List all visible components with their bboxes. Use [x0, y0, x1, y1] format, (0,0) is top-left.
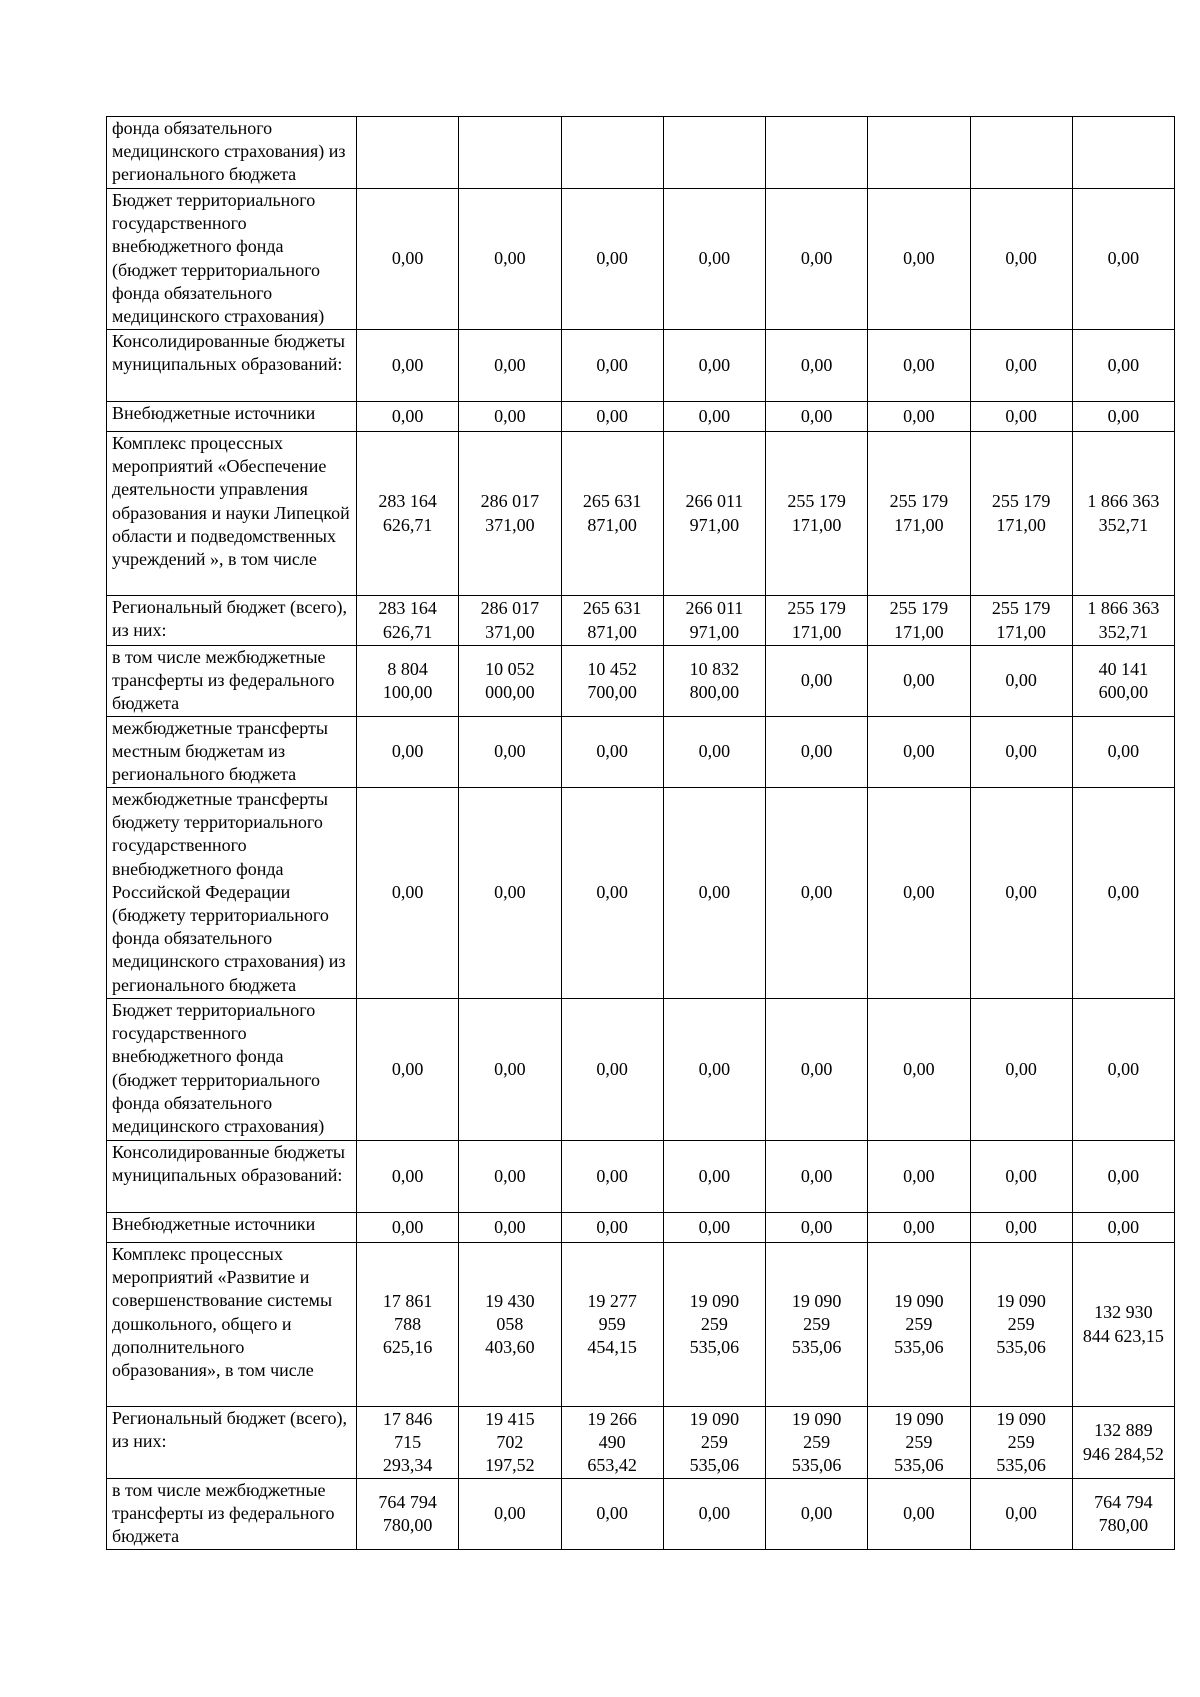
cell-value: 0,00 — [357, 330, 459, 402]
cell-value: 0,00 — [561, 402, 663, 432]
cell-value: 0,00 — [357, 999, 459, 1141]
cell-value: 0,00 — [970, 1141, 1072, 1213]
cell-value: 0,00 — [868, 1213, 970, 1243]
cell-total: 132 889 946 284,52 — [1072, 1407, 1174, 1479]
cell-value: 17 861 788 625,16 — [357, 1243, 459, 1407]
cell-value: 0,00 — [766, 1479, 868, 1550]
cell-value: 0,00 — [663, 330, 765, 402]
cell-value: 0,00 — [766, 999, 868, 1141]
cell-total: 1 866 363 352,71 — [1072, 596, 1174, 646]
cell-value: 0,00 — [561, 1213, 663, 1243]
cell-total: 132 930 844 623,15 — [1072, 1243, 1174, 1407]
cell-value: 0,00 — [766, 717, 868, 788]
budget-table-body — [107, 117, 1175, 1550]
cell-value: 0,00 — [663, 788, 765, 999]
cell-value: 8 804 100,00 — [357, 646, 459, 717]
cell-value: 255 179 171,00 — [766, 432, 868, 596]
cell-value: 19 266 490 653,42 — [561, 1407, 663, 1479]
cell-value: 0,00 — [868, 402, 970, 432]
cell-value: 0,00 — [459, 1213, 561, 1243]
cell-value: 255 179 171,00 — [970, 432, 1072, 596]
cell-value: 0,00 — [766, 189, 868, 330]
row-label: Региональный бюджет (всего), из них: — [107, 1407, 357, 1479]
document-page — [106, 116, 1174, 1550]
cell-value — [766, 117, 868, 189]
row-label: Комплекс процессных мероприятий «Обеспечение деятельности управления образования и науки Липецкой области и подведомственных учреждений », в том числе — [107, 432, 357, 596]
cell-value: 19 090 259 535,06 — [766, 1243, 868, 1407]
cell-value: 0,00 — [663, 1141, 765, 1213]
cell-value: 0,00 — [561, 788, 663, 999]
cell-value: 0,00 — [868, 330, 970, 402]
table-row — [107, 402, 1175, 432]
row-label: Бюджет территориального государственного внебюджетного фонда (бюджет территориального фонда обязательного медицинского страхования) — [107, 999, 357, 1141]
cell-value: 255 179 171,00 — [868, 432, 970, 596]
cell-value: 0,00 — [357, 189, 459, 330]
row-label: Региональный бюджет (всего), из них: — [107, 596, 357, 646]
cell-value: 0,00 — [663, 1213, 765, 1243]
row-label: Внебюджетные источники — [107, 402, 357, 432]
cell-value: 10 052 000,00 — [459, 646, 561, 717]
cell-value: 265 631 871,00 — [561, 432, 663, 596]
cell-value: 266 011 971,00 — [663, 596, 765, 646]
cell-value: 19 090 259 535,06 — [663, 1407, 765, 1479]
cell-value: 19 415 702 197,52 — [459, 1407, 561, 1479]
cell-value: 0,00 — [766, 402, 868, 432]
cell-total: 0,00 — [1072, 999, 1174, 1141]
cell-value: 0,00 — [868, 1141, 970, 1213]
cell-value: 19 430 058 403,60 — [459, 1243, 561, 1407]
row-label: Комплекс процессных мероприятий «Развитие и совершенствование системы дошкольного, общего и дополнительного образования», в том числе — [107, 1243, 357, 1407]
table-row — [107, 1407, 1175, 1479]
cell-value: 19 090 259 535,06 — [970, 1243, 1072, 1407]
cell-value: 0,00 — [868, 788, 970, 999]
cell-value: 255 179 171,00 — [970, 596, 1072, 646]
cell-value: 0,00 — [868, 1479, 970, 1550]
row-label: в том числе межбюджетные трансферты из федерального бюджета — [107, 1479, 357, 1550]
cell-value: 0,00 — [868, 646, 970, 717]
cell-value: 0,00 — [766, 788, 868, 999]
cell-value: 0,00 — [970, 1479, 1072, 1550]
cell-total: 0,00 — [1072, 788, 1174, 999]
table-row — [107, 1243, 1175, 1407]
cell-value: 0,00 — [663, 717, 765, 788]
cell-value: 283 164 626,71 — [357, 596, 459, 646]
table-row — [107, 717, 1175, 788]
table-row — [107, 432, 1175, 596]
cell-total: 0,00 — [1072, 402, 1174, 432]
cell-total: 0,00 — [1072, 330, 1174, 402]
cell-value: 255 179 171,00 — [766, 596, 868, 646]
cell-value: 0,00 — [970, 717, 1072, 788]
table-row — [107, 1213, 1175, 1243]
cell-value: 266 011 971,00 — [663, 432, 765, 596]
cell-value: 19 090 259 535,06 — [868, 1243, 970, 1407]
row-label: Бюджет территориального государственного внебюджетного фонда (бюджет территориального фонда обязательного медицинского страхования) — [107, 189, 357, 330]
cell-value: 764 794 780,00 — [357, 1479, 459, 1550]
table-row — [107, 189, 1175, 330]
cell-total: 0,00 — [1072, 189, 1174, 330]
cell-value: 19 090 259 535,06 — [970, 1407, 1072, 1479]
cell-value: 10 452 700,00 — [561, 646, 663, 717]
table-row — [107, 117, 1175, 189]
cell-value: 0,00 — [561, 999, 663, 1141]
cell-value: 0,00 — [561, 1479, 663, 1550]
row-label: Внебюджетные источники — [107, 1213, 357, 1243]
row-label: Консолидированные бюджеты муниципальных образований: — [107, 330, 357, 402]
cell-value: 0,00 — [970, 402, 1072, 432]
cell-value — [561, 117, 663, 189]
cell-value: 0,00 — [766, 330, 868, 402]
table-row — [107, 788, 1175, 999]
cell-value: 0,00 — [459, 330, 561, 402]
cell-value: 255 179 171,00 — [868, 596, 970, 646]
cell-value: 0,00 — [970, 189, 1072, 330]
cell-value: 286 017 371,00 — [459, 596, 561, 646]
cell-value: 0,00 — [663, 402, 765, 432]
cell-value: 19 277 959 454,15 — [561, 1243, 663, 1407]
row-label: фонда обязательного медицинского страхования) из регионального бюджета — [107, 117, 357, 189]
cell-value — [459, 117, 561, 189]
cell-value: 0,00 — [663, 999, 765, 1141]
cell-total: 764 794 780,00 — [1072, 1479, 1174, 1550]
row-label: межбюджетные трансферты местным бюджетам из регионального бюджета — [107, 717, 357, 788]
cell-value — [663, 117, 765, 189]
cell-value: 0,00 — [970, 646, 1072, 717]
cell-value: 17 846 715 293,34 — [357, 1407, 459, 1479]
table-row — [107, 999, 1175, 1141]
cell-value: 0,00 — [561, 1141, 663, 1213]
row-label: Консолидированные бюджеты муниципальных образований: — [107, 1141, 357, 1213]
table-row — [107, 596, 1175, 646]
cell-value — [357, 117, 459, 189]
table-row — [107, 1479, 1175, 1550]
cell-value: 0,00 — [357, 717, 459, 788]
cell-total: 40 141 600,00 — [1072, 646, 1174, 717]
cell-value: 0,00 — [459, 788, 561, 999]
cell-total: 0,00 — [1072, 1141, 1174, 1213]
cell-value: 0,00 — [357, 1141, 459, 1213]
cell-value: 10 832 800,00 — [663, 646, 765, 717]
cell-value: 0,00 — [357, 1213, 459, 1243]
cell-value: 286 017 371,00 — [459, 432, 561, 596]
cell-value: 0,00 — [459, 189, 561, 330]
cell-value — [970, 117, 1072, 189]
cell-value: 265 631 871,00 — [561, 596, 663, 646]
cell-value: 0,00 — [459, 402, 561, 432]
cell-total — [1072, 117, 1174, 189]
cell-value: 0,00 — [561, 330, 663, 402]
cell-value: 0,00 — [561, 189, 663, 330]
cell-value: 0,00 — [970, 999, 1072, 1141]
cell-value: 0,00 — [766, 1213, 868, 1243]
cell-value: 0,00 — [868, 717, 970, 788]
row-label: в том числе межбюджетные трансферты из федерального бюджета — [107, 646, 357, 717]
cell-value: 0,00 — [766, 1141, 868, 1213]
cell-value: 0,00 — [459, 1141, 561, 1213]
cell-value: 0,00 — [868, 189, 970, 330]
table-row — [107, 646, 1175, 717]
budget-table — [106, 116, 1175, 1550]
cell-value: 0,00 — [970, 1213, 1072, 1243]
cell-value: 19 090 259 535,06 — [766, 1407, 868, 1479]
cell-value: 0,00 — [663, 1479, 765, 1550]
cell-value: 19 090 259 535,06 — [868, 1407, 970, 1479]
cell-value: 0,00 — [561, 717, 663, 788]
cell-total: 1 866 363 352,71 — [1072, 432, 1174, 596]
table-row — [107, 1141, 1175, 1213]
cell-value: 0,00 — [459, 999, 561, 1141]
cell-value: 0,00 — [970, 788, 1072, 999]
cell-value: 0,00 — [868, 999, 970, 1141]
row-label: межбюджетные трансферты бюджету территориального государственного внебюджетного фонда Российской Федерации (бюджету территориального фонда обязательного медицинского страхования) из регионального бюджета — [107, 788, 357, 999]
cell-value: 0,00 — [459, 1479, 561, 1550]
cell-value: 19 090 259 535,06 — [663, 1243, 765, 1407]
cell-value: 0,00 — [357, 788, 459, 999]
cell-value: 283 164 626,71 — [357, 432, 459, 596]
cell-value: 0,00 — [766, 646, 868, 717]
cell-total: 0,00 — [1072, 1213, 1174, 1243]
cell-value: 0,00 — [970, 330, 1072, 402]
cell-value: 0,00 — [663, 189, 765, 330]
cell-value: 0,00 — [357, 402, 459, 432]
cell-value — [868, 117, 970, 189]
cell-total: 0,00 — [1072, 717, 1174, 788]
cell-value: 0,00 — [459, 717, 561, 788]
table-row — [107, 330, 1175, 402]
